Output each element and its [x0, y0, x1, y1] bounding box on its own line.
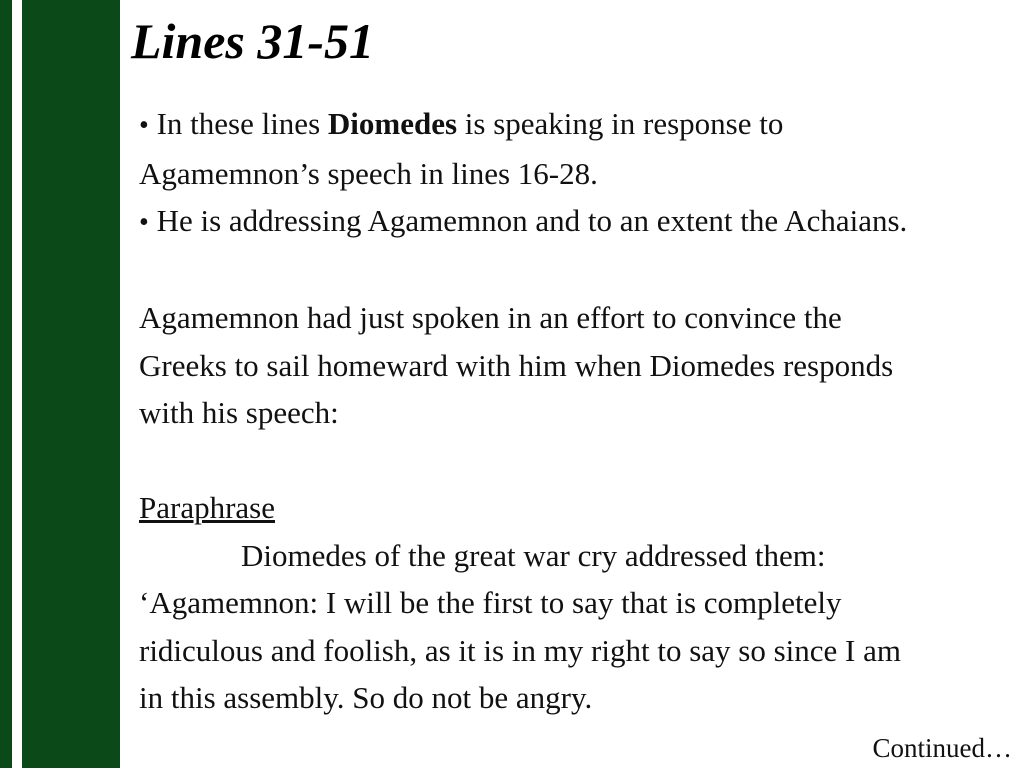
bullet-marker: •: [139, 110, 149, 141]
left-accent-bar: [0, 0, 12, 768]
bullet-1-continuation: Agamemnon’s speech in lines 16-28.: [139, 155, 598, 191]
paraphrase-line-1: Diomedes of the great war cry addressed them:: [241, 537, 826, 573]
paraphrase-heading: Paraphrase: [139, 490, 275, 525]
bullet-1-text-pre: In these lines: [148, 106, 328, 141]
slide-title: Lines 31-51: [131, 13, 375, 69]
bullet-marker: •: [139, 207, 149, 238]
left-bar-gap: [12, 0, 22, 768]
bullet-item-2: [139, 197, 1019, 247]
paraphrase-line-4: in this assembly. So do not be angry.: [139, 680, 593, 715]
context-line-2: Greeks to sail homeward with him when Diomedes responds: [139, 347, 894, 383]
paraphrase-line-2: ‘Agamemnon: I will be the first to say that is completely: [139, 585, 842, 620]
bullet-2-text: He is addressing Agamemnon and to an extent the Achaians.: [148, 203, 908, 238]
bullet-1-bold-name: Diomedes: [327, 106, 458, 141]
bullet-1-text-post: is speaking in response to: [457, 106, 784, 141]
context-line-3: with his speech:: [139, 395, 339, 430]
continued-label: Continued…: [872, 733, 1012, 763]
spacer: [139, 437, 1019, 485]
paraphrase-line-3: ridiculous and foolish, as it is in my right to say so since I am: [139, 632, 901, 668]
bullet-item-1: [139, 100, 1019, 150]
slide-body: [139, 100, 1019, 722]
left-sidebar-bar: [22, 0, 120, 768]
spacer: [139, 247, 1019, 295]
context-line-1: Agamemnon had just spoken in an effort to convince the: [139, 300, 842, 335]
